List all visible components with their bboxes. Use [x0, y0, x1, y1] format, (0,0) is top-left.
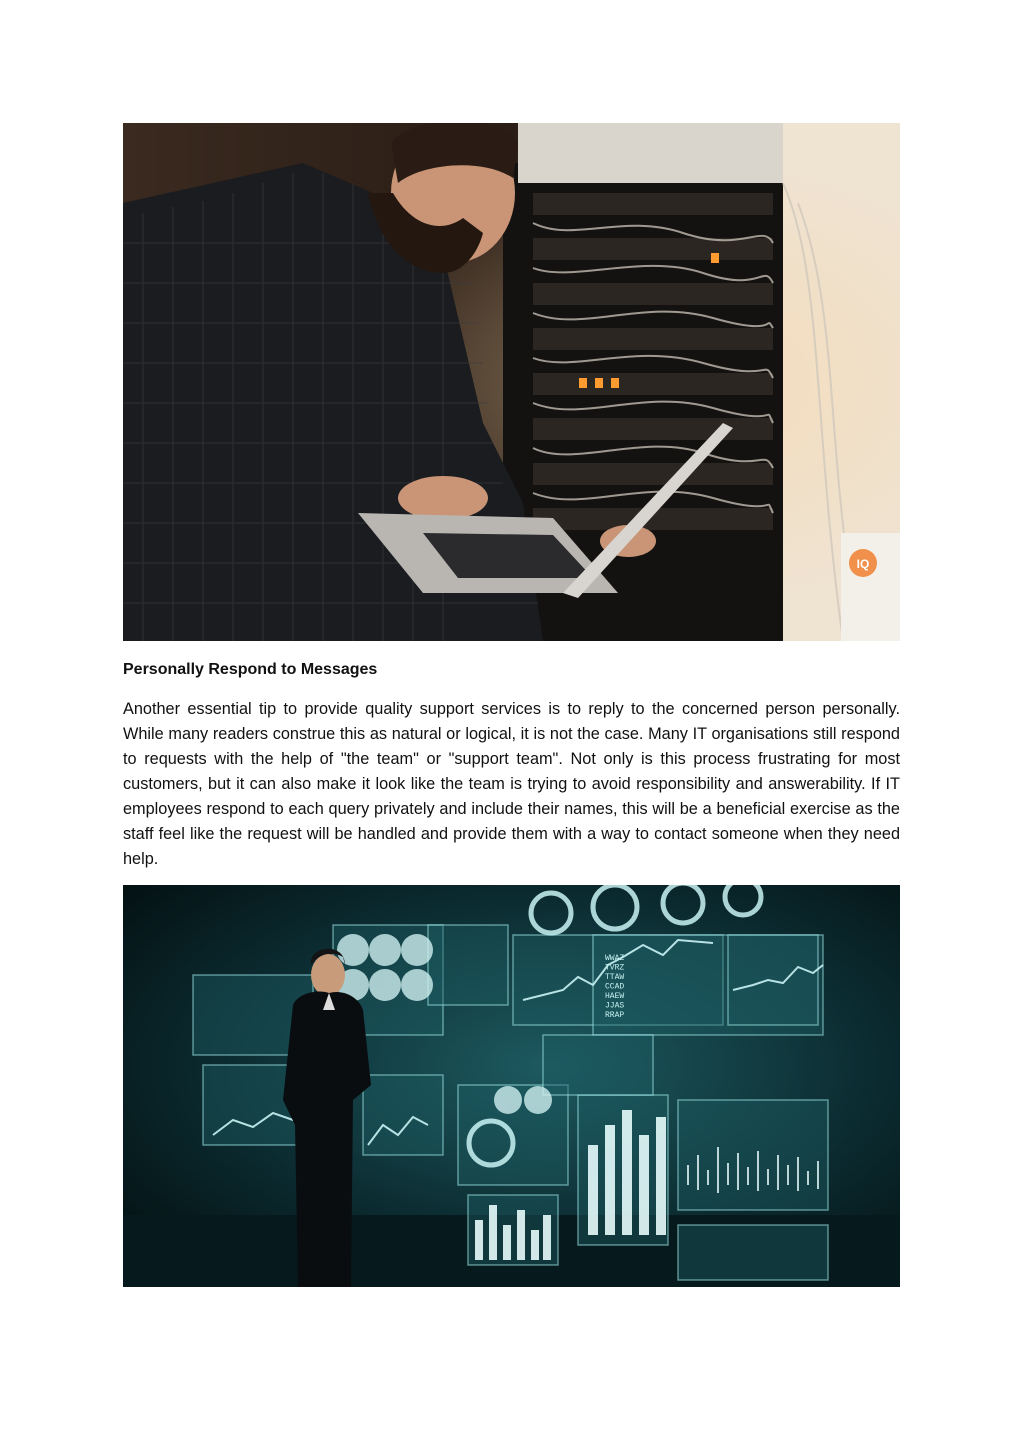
- sticker-label: IQ: [856, 557, 870, 571]
- business-dashboard-photo-icon: [123, 885, 900, 1287]
- section-heading: Personally Respond to Messages: [123, 661, 378, 678]
- ticker-label: TTAW: [605, 973, 625, 982]
- section-paragraph: Another essential tip to provide quality support services is to reply to the concerned person personally. While many readers construe this as natural or logical, it is not the case. Many IT organisations still respond to requests with the help of "the team" or "support team". Not only is this process frustrating for most customers, but it can also make it look like the team is trying to avoid responsibility and answerability. If IT employees respond to each query privately and include their names, this will be a beneficial exercise as the staff feel like the request will be handled and provide them with a way to contact someone when they need help.: [123, 700, 900, 868]
- ticker-label: WWAZ: [605, 954, 625, 963]
- server-rack-photo-icon: [123, 123, 900, 641]
- ticker-label: JJAS: [605, 1001, 625, 1011]
- ticker-label: CCAD: [605, 982, 625, 992]
- ticker-label: HAEW: [605, 992, 625, 1001]
- ticker-label: TVRZ: [605, 963, 625, 973]
- ticker-label: RRAP: [605, 1011, 625, 1020]
- server-room-photo: [123, 123, 900, 641]
- business-dashboard-photo: [123, 885, 900, 1287]
